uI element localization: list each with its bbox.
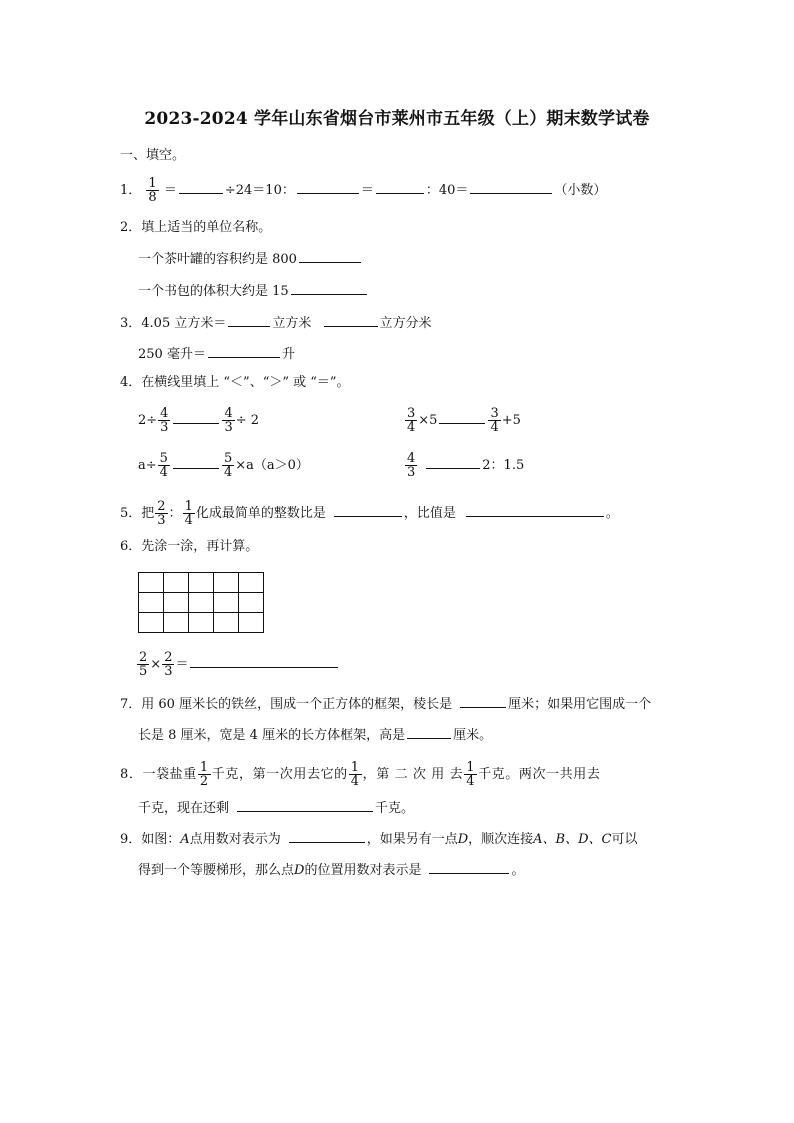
text: ，顺次连接 (468, 832, 534, 847)
fraction (222, 452, 234, 479)
fraction (198, 761, 211, 788)
fraction (405, 407, 417, 434)
question-4-row1-left (138, 404, 259, 438)
question-1 (120, 177, 606, 204)
text: ÷24＝10： (224, 183, 295, 198)
question-number: 8． (120, 767, 143, 782)
question-9 (120, 828, 638, 850)
answer-blank[interactable] (297, 179, 359, 194)
text: （小数） (554, 183, 607, 198)
fraction (222, 407, 234, 434)
page-title: 2023-2024 学年山东省烟台市莱州市五年级（上）期末数学试卷 (144, 109, 650, 129)
question-2a (138, 248, 363, 270)
answer-blank[interactable] (470, 179, 552, 194)
text: 千克。两次一共用去 (478, 767, 601, 782)
text: a÷ (138, 458, 157, 473)
question-stem: 先涂一涂，再计算。 (141, 539, 259, 554)
question-number: 5． (120, 506, 142, 521)
answer-blank[interactable] (228, 312, 270, 327)
numerator: 1 (350, 760, 360, 775)
question-number: 9． (120, 832, 142, 847)
question-6 (120, 537, 258, 557)
text: ：40＝ (425, 183, 469, 198)
answer-blank[interactable] (429, 859, 509, 874)
numerator: 3 (407, 406, 416, 421)
compare-blank[interactable] (173, 409, 219, 424)
text: 可以 (611, 832, 638, 847)
text: +5 (501, 413, 521, 428)
question-number: 2． (120, 220, 142, 235)
text: 千克，第一次用去它的 (211, 767, 348, 782)
numerator: 4 (160, 406, 169, 421)
denominator: 5 (139, 664, 148, 679)
numerator: 4 (224, 406, 233, 421)
fraction (183, 500, 195, 527)
text: × (150, 657, 162, 672)
question-4-row1-right (404, 404, 521, 438)
fraction (464, 761, 477, 788)
question-3 (120, 312, 432, 334)
answer-blank[interactable] (208, 343, 280, 358)
question-5 (120, 497, 619, 531)
question-2b (138, 280, 369, 302)
point-labels: A、B、D、C (533, 832, 612, 847)
fraction (158, 407, 170, 434)
text: ，第 二 次 用 去 (362, 767, 464, 782)
text: 。 (511, 863, 525, 878)
text: 立方分米 (379, 316, 432, 331)
answer-blank[interactable] (291, 280, 367, 295)
fraction (155, 500, 167, 527)
answer-blank[interactable] (334, 502, 402, 517)
question-number: 4． (120, 375, 142, 390)
denominator: 3 (164, 664, 173, 679)
numerator: 1 (148, 176, 157, 191)
question-stem: 在横线里填上 “＜”、“＞” 或 “＝”。 (141, 375, 350, 390)
question-4-row2-left (138, 449, 309, 483)
coloring-grid[interactable] (138, 572, 264, 633)
answer-blank[interactable] (190, 653, 338, 668)
question-7-line2 (138, 724, 492, 746)
text: 。 (605, 506, 619, 521)
denominator: 4 (490, 420, 499, 435)
answer-blank[interactable] (407, 724, 451, 739)
fraction (349, 761, 362, 788)
answer-blank[interactable] (289, 828, 365, 843)
denominator: 4 (350, 774, 360, 789)
denominator: 4 (184, 513, 193, 528)
compare-blank[interactable] (173, 454, 219, 469)
numerator: 4 (407, 451, 416, 466)
numerator: 5 (159, 451, 168, 466)
text: 长是 8 厘米，宽是 4 厘米的长方体框架，高是 (138, 728, 406, 743)
numerator: 1 (199, 760, 209, 775)
question-number: 7． (120, 697, 142, 712)
section-heading: 一、填空。 (120, 148, 186, 163)
text: 厘米；如果用它围成一个 (508, 697, 652, 712)
text: 厘米。 (453, 728, 493, 743)
question-stem: 填上适当的单位名称。 (141, 220, 272, 235)
denominator: 4 (407, 420, 416, 435)
text: ： (168, 506, 182, 521)
numerator: 3 (490, 406, 499, 421)
denominator: 4 (159, 465, 168, 480)
numerator: 1 (184, 499, 193, 514)
text: 升 (281, 347, 295, 362)
answer-blank[interactable] (460, 693, 506, 708)
question-3b (138, 343, 295, 365)
text: 一个书包的体积大约是 15 (138, 284, 289, 299)
text: ×a（a＞0） (235, 458, 309, 473)
fraction (158, 452, 170, 479)
text: 立方米 (272, 316, 312, 331)
question-8-line2 (138, 797, 414, 819)
fraction (405, 452, 417, 479)
numerator: 5 (223, 451, 233, 466)
question-2 (120, 218, 271, 238)
text: 用 60 厘米长的铁丝，围成一个正方体的框架，棱长是 (141, 697, 453, 712)
numerator: 2 (139, 650, 148, 665)
question-6-calc (136, 648, 340, 682)
fraction (137, 651, 149, 678)
denominator: 4 (223, 465, 233, 480)
denominator: 8 (148, 190, 157, 205)
text: 如图： (141, 832, 181, 847)
answer-blank[interactable] (324, 312, 378, 327)
question-number: 3． (120, 316, 142, 331)
denominator: 2 (199, 774, 209, 789)
denominator: 3 (224, 420, 233, 435)
text: ×5 (418, 413, 438, 428)
text: 千克。 (375, 801, 415, 816)
point-label: D (457, 832, 469, 847)
text: ÷ 2 (235, 413, 260, 428)
answer-blank[interactable] (299, 248, 361, 263)
answer-blank[interactable] (179, 179, 223, 194)
point-label: D (294, 863, 305, 878)
question-8 (120, 758, 600, 792)
text: 2÷ (138, 413, 158, 428)
denominator: 3 (160, 420, 169, 435)
text: 点用数对表示为 (189, 832, 281, 847)
text: 一个茶叶罐的容积约是 800 (138, 252, 297, 267)
numerator: 2 (164, 650, 173, 665)
question-9-line2 (138, 859, 524, 881)
text: 2：1.5 (482, 458, 525, 473)
compare-blank[interactable] (439, 409, 485, 424)
fraction (146, 177, 158, 204)
text: 4.05 立方米＝ (141, 316, 227, 331)
question-number: 6． (120, 539, 142, 554)
text: 得到一个等腰梯形，那么点 (138, 863, 295, 878)
text: 化成最简单的整数比是 (195, 506, 326, 521)
text: 250 毫升＝ (138, 347, 206, 362)
fraction (488, 407, 500, 434)
denominator: 3 (157, 513, 166, 528)
answer-blank[interactable] (237, 797, 373, 812)
denominator: 3 (407, 465, 416, 480)
text: ＝ (175, 657, 189, 672)
question-4-row2-right (404, 449, 524, 483)
answer-blank[interactable] (466, 502, 604, 517)
text: 把 (141, 506, 155, 521)
text: ，如果另有一点 (366, 832, 458, 847)
text: 的位置用数对表示是 (304, 863, 422, 878)
question-number: 1． (120, 183, 142, 198)
text: ，比值是 (403, 506, 456, 521)
text: ＝ (163, 183, 177, 198)
denominator: 4 (466, 774, 476, 789)
text: ＝ (360, 183, 374, 198)
question-7 (120, 693, 651, 715)
numerator: 1 (466, 760, 476, 775)
text: 一袋盐重 (142, 767, 197, 782)
fraction (162, 651, 174, 678)
numerator: 2 (157, 499, 166, 514)
answer-blank[interactable] (376, 179, 424, 194)
text: 千克，现在还剩 (138, 801, 230, 816)
question-4 (120, 373, 350, 393)
compare-blank[interactable] (426, 454, 480, 469)
point-label: A (180, 832, 190, 847)
